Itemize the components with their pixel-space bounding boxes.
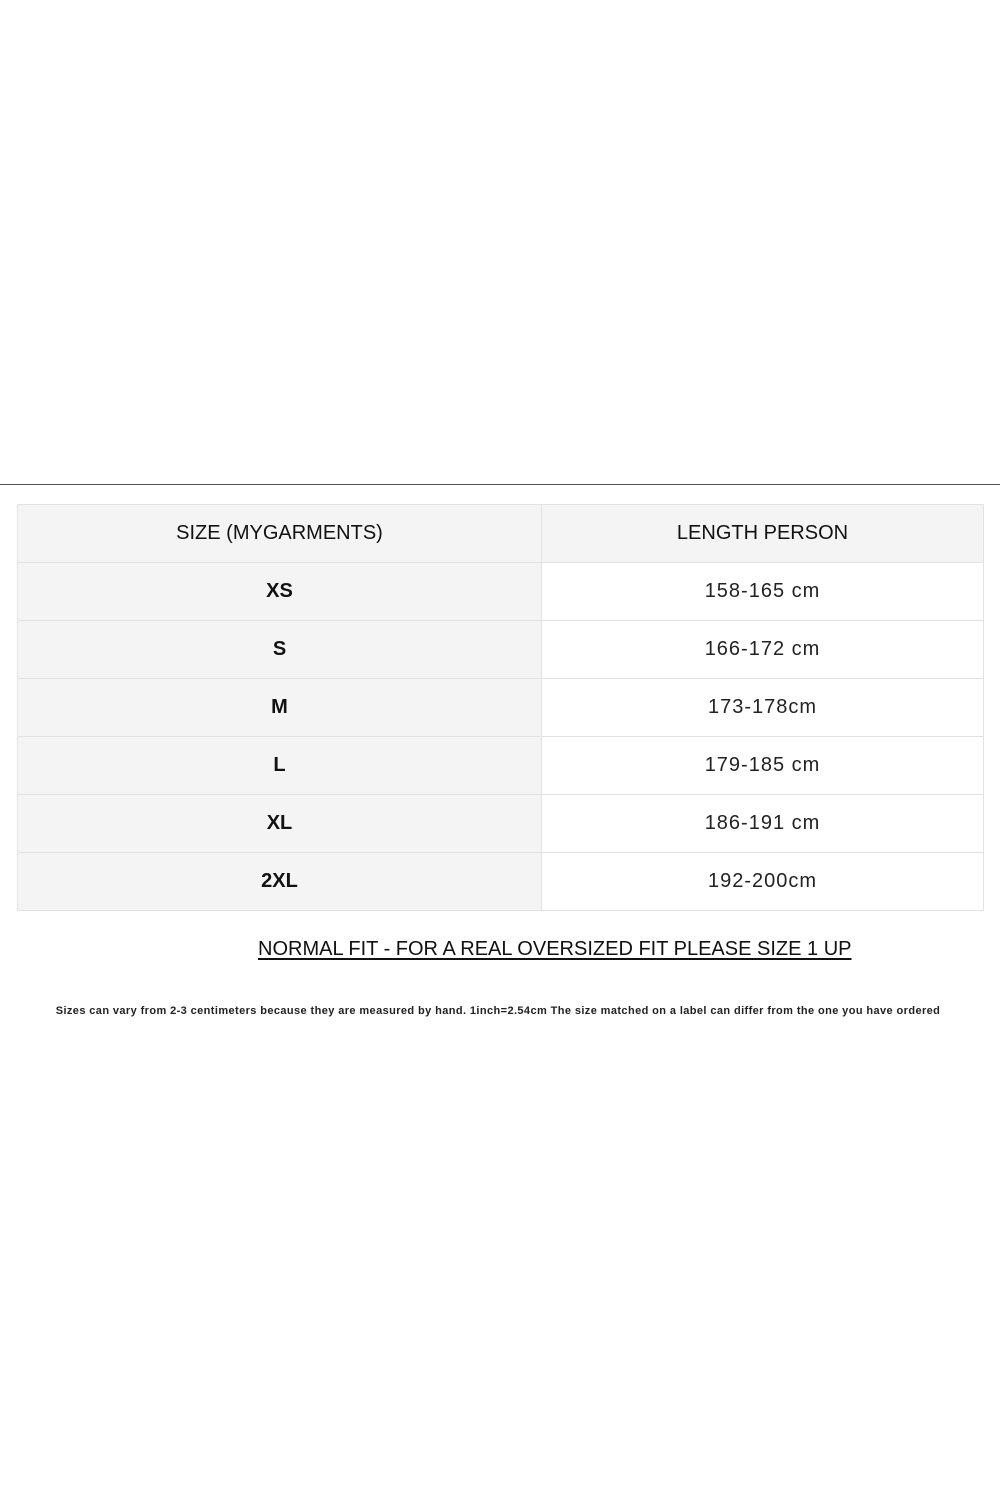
header-size: SIZE (MYGARMENTS) (18, 505, 542, 563)
size-cell: M (18, 679, 542, 737)
table-row (18, 737, 984, 795)
table-header-row (18, 505, 984, 563)
size-disclaimer: Sizes can vary from 2-3 centimeters because they are measured by hand. 1inch=2.54cm The size matched on a label can differ from the one you have ordered (55, 1005, 941, 1017)
table-row (18, 679, 984, 737)
size-cell: XS (18, 563, 542, 621)
length-cell: 192-200cm (542, 853, 984, 911)
table-row (18, 795, 984, 853)
table-row (18, 853, 984, 911)
size-cell: XL (18, 795, 542, 853)
length-cell: 179-185 cm (542, 737, 984, 795)
size-cell: 2XL (18, 853, 542, 911)
length-cell: 158-165 cm (542, 563, 984, 621)
fit-note: NORMAL FIT - FOR A REAL OVERSIZED FIT PLEASE SIZE 1 UP (258, 938, 852, 960)
table-row (18, 621, 984, 679)
table-row (18, 563, 984, 621)
size-cell: S (18, 621, 542, 679)
size-cell: L (18, 737, 542, 795)
top-divider (0, 484, 1000, 485)
length-cell: 166-172 cm (542, 621, 984, 679)
length-cell: 173-178cm (542, 679, 984, 737)
header-length: LENGTH PERSON (542, 505, 984, 563)
length-cell: 186-191 cm (542, 795, 984, 853)
size-chart-table (17, 504, 984, 911)
